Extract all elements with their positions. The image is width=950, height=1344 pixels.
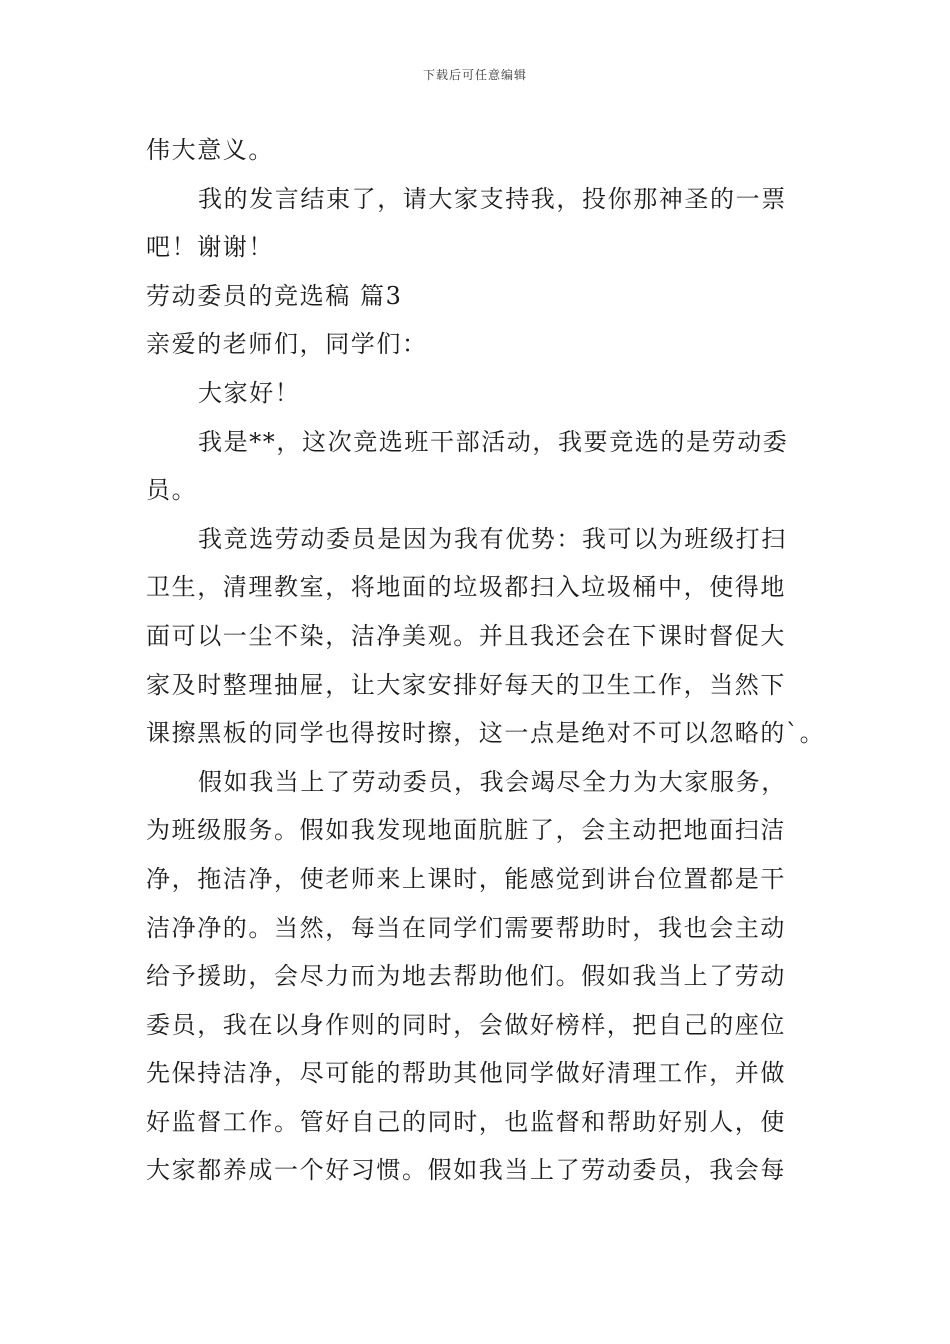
paragraph-line: 面可以一尘不染，洁净美观。并且我还会在下课时督促大 xyxy=(146,621,786,650)
paragraph-line: 我的发言结束了，请大家支持我，投你那神圣的一票 xyxy=(198,184,787,213)
section-heading: 劳动委员的竞选稿 篇3 xyxy=(146,281,403,310)
paragraph-line: 家及时整理抽屉，让大家安排好每天的卫生工作，当然下 xyxy=(146,670,786,699)
paragraph-line: 大家都养成一个好习惯。假如我当上了劳动委员，我会每 xyxy=(146,1156,786,1185)
paragraph-line: 为班级服务。假如我发现地面肮脏了，会主动把地面扫洁 xyxy=(146,816,786,845)
paragraph-line: 假如我当上了劳动委员，我会竭尽全力为大家服务， xyxy=(198,767,787,796)
paragraph-line: 伟大意义。 xyxy=(146,136,274,164)
paragraph-line: 好监督工作。管好自己的同时，也监督和帮助好别人，使 xyxy=(146,1107,786,1136)
greeting: 大家好！ xyxy=(198,378,301,407)
paragraph-line: 我是**，这次竞选班干部活动，我要竞选的是劳动委 xyxy=(198,427,789,456)
document-body xyxy=(146,126,826,1195)
paragraph-line: 我竞选劳动委员是因为我有优势：我可以为班级打扫 xyxy=(198,524,787,553)
paragraph-line: 净，拖洁净，使老师来上课时，能感觉到讲台位置都是干 xyxy=(146,864,786,893)
paragraph-line: 员。 xyxy=(146,476,198,505)
salutation: 亲爱的老师们，同学们： xyxy=(146,330,428,359)
paragraph-line: 洁净净的。当然，每当在同学们需要帮助时，我也会主动 xyxy=(146,913,786,942)
paragraph-line: 课擦黑板的同学也得按时擦，这一点是绝对不可以忽略的`。 xyxy=(146,719,826,748)
paragraph-line: 给予援助，会尽力而为地去帮助他们。假如我当上了劳动 xyxy=(146,962,786,991)
paragraph-line: 先保持洁净，尽可能的帮助其他同学做好清理工作，并做 xyxy=(146,1059,786,1088)
paragraph-line: 吧！谢谢！ xyxy=(146,233,274,262)
paragraph-line: 委员，我在以身作则的同时，会做好榜样，把自己的座位 xyxy=(146,1010,786,1039)
header-note: 下载后可任意编辑 xyxy=(422,68,527,82)
paragraph-line: 卫生，清理教室，将地面的垃圾都扫入垃圾桶中，使得地 xyxy=(146,573,786,602)
